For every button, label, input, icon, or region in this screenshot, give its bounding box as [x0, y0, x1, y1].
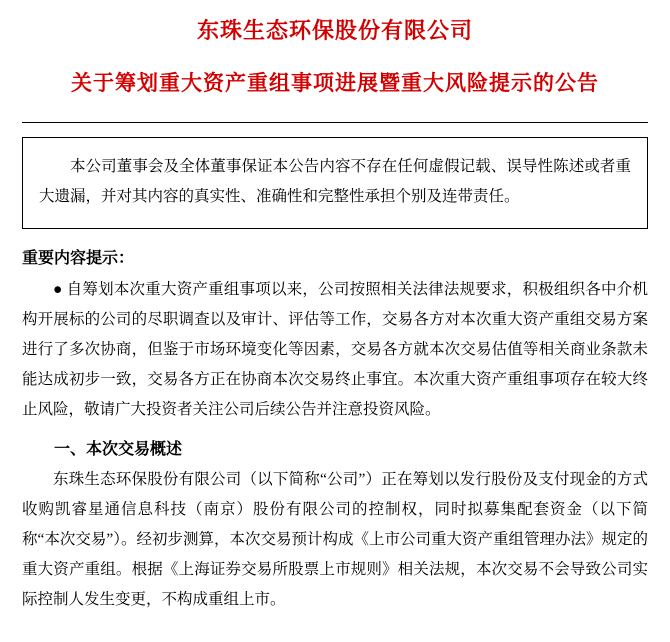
- important-notice-heading: 重要内容提示：: [22, 250, 135, 267]
- important-notice-bullet: ● 自筹划本次重大资产重组事项以来，公司按照相关法律法规要求，积极组织各中介机构开展标的公司的尽职调查以及审计、评估等工作，交易各方对本次重大资产重组交易方案进行了多次协商，但鉴于市场环境变化等因素，交易各方就本次交易估值等相关商业条款未能达成初步一致，交易各方正在协商本次交易终止事宜。本次重大资产重组事项存在较大终止风险，敬请广大投资者关注公司后续公告并注意投资风险。: [22, 281, 648, 418]
- section-one-paragraph: 东珠生态环保股份有限公司（以下简称“公司”）正在筹划以发行股份及支付现金的方式收购凯睿星通信息科技（南京）股份有限公司的控制权，同时拟募集配套资金（以下简称“本次交易”）。经初步测算，本次交易预计构成《上市公司重大资产重组管理办法》规定的重大资产重组。根据《上海证券交易所股票上市规则》相关法规，本次交易不会导致公司实际控制人发生变更，不构成重组上市。: [22, 471, 649, 608]
- disclaimer-text: 本公司董事会及全体董事保证本公告内容不存在任何虚假记载、误导性陈述或者重大遗漏，并对其内容的真实性、准确性和完整性承担个别及连带责任。: [39, 158, 631, 205]
- disclaimer-box: [22, 137, 648, 229]
- company-title: 东珠生态环保股份有限公司: [196, 18, 473, 43]
- header-divider: [22, 122, 648, 123]
- announcement-title: 关于筹划重大资产重组事项进展暨重大风险提示的公告: [71, 71, 599, 95]
- section-one-heading: 一、本次交易概述: [54, 441, 183, 458]
- title-block: [22, 0, 648, 100]
